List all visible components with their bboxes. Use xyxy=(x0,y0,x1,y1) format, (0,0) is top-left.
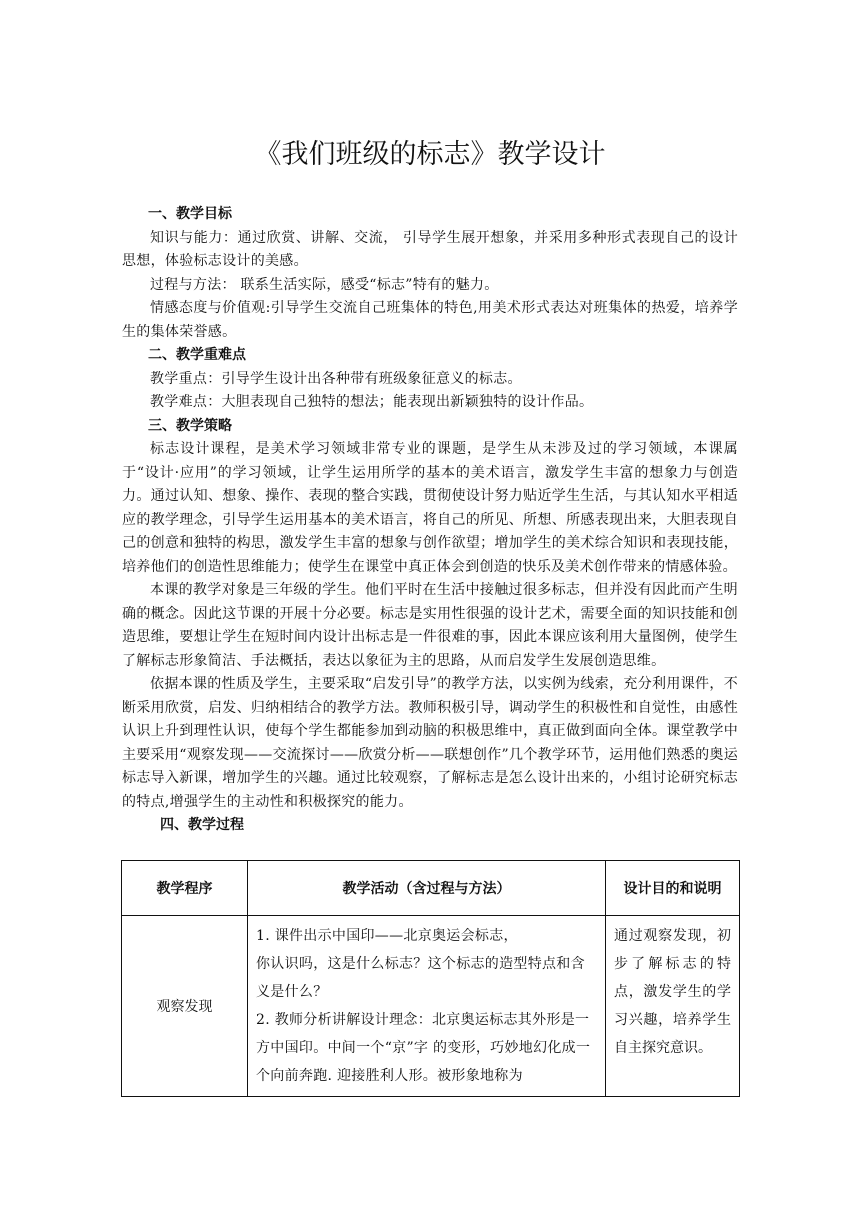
section-heading: 三、教学策略 xyxy=(148,417,232,434)
activity-line: 2. 教师分析讲解设计理念：北京奥运标志其外形是一方中国印。中间一个“京”字 的变形，巧妙地幻化成一个向前奔跑. 迎接胜利人形。被形象地称为 xyxy=(256,1012,591,1084)
procedure-cell: 观察发现 xyxy=(122,916,248,1097)
column-header-activity: 教学活动（含过程与方法） xyxy=(248,861,606,916)
paragraph: 教学重点：引导学生设计出各种带有班级象征意义的标志。 xyxy=(150,370,522,387)
activity-cell xyxy=(248,916,606,1097)
column-header-purpose: 设计目的和说明 xyxy=(606,861,740,916)
section-strategy xyxy=(122,415,738,815)
paragraph: 标志设计课程，是美术学习领域非常专业的课题，是学生从未涉及过的学习领域，本课属于“设计·应用”的学习领域，让学生运用所学的基本的美术语言，激发学生丰富的想象力与创造力。通过认知、想象、操作、表现的整合实践，贯彻使设计努力贴近学生生活，与其认知水平相适应的教学理念，引导学生运用基本的美术语言，将自己的所见、所想、所感表现出来，大胆表现自己的创意和独特的构思，激发学生丰富的想象与创作欲望；增加学生的美术综合知识和表现技能，培养他们的创造性思维能力；使学生在课堂中真正体会到创造的快乐及美术创作带来的情感体验。 xyxy=(122,441,738,575)
table-header-row xyxy=(122,861,740,916)
purpose-cell: 通过观察发现，初步了解标志的特点，激发学生的学习兴趣，培养学生自主探究意识。 xyxy=(606,916,740,1097)
section-key-points xyxy=(122,344,738,415)
section-objectives xyxy=(122,203,738,344)
paragraph: 过程与方法： 联系生活实际，感受“标志”特有的魅力。 xyxy=(150,276,499,293)
page-title: 《我们班级的标志》教学设计 xyxy=(254,139,606,170)
paragraph: 知识与能力：通过欣赏、讲解、交流， 引导学生展开想象，并采用多种形式表现自己的设计思想，体验标志设计的美感。 xyxy=(122,229,738,269)
paragraph: 依据本课的性质及学生，主要采取“启发引导”的教学方法，以实例为线索，充分利用课件，不断采用欣赏，启发、归纳相结合的教学方法。教师积极引导，调动学生的积极性和自觉性，由感性认识上升到理性认识，使每个学生都能参加到动脑的积极思维中，真正做到面向全体。课堂教学中主要采用“观察发现——交流探讨——欣赏分析——联想创作”几个教学环节，运用他们熟悉的奥运标志导入新课，增加学生的兴趣。通过比较观察，了解标志是怎么设计出来的，小组讨论研究标志的特点,增强学生的主动性和积极探究的能力。 xyxy=(122,676,738,810)
paragraph: 情感态度与价值观:引导学生交流自己班集体的特色,用美术形式表达对班集体的热爱，培养学生的集体荣誉感。 xyxy=(122,300,738,340)
document-body xyxy=(122,203,738,838)
teaching-process-table xyxy=(121,860,740,1097)
column-header-procedure: 教学程序 xyxy=(122,861,248,916)
section-heading: 一、教学目标 xyxy=(148,206,232,222)
section-heading-process: 四、教学过程 xyxy=(160,817,244,833)
table-row xyxy=(122,916,740,1097)
paragraph: 本课的教学对象是三年级的学生。他们平时在生活中接触过很多标志，但并没有因此而产生明确的概念。因此这节课的开展十分必要。标志是实用性很强的设计艺术，需要全面的知识技能和创造思维，要想让学生在短时间内设计出标志是一件很难的事，因此本课应该利用大量图例，使学生了解标志形象简洁、手法概括，表达以象征为主的思路，从而启发学生发展创造思维。 xyxy=(122,582,738,669)
activity-line: 你认识吗，这是什么标志？这个标志的造型特点和含义是什么？ xyxy=(256,956,585,1000)
section-heading: 二、教学重难点 xyxy=(148,347,246,363)
activity-line: 1. 课件出示中国印——北京奥运会标志， xyxy=(256,928,518,944)
paragraph: 教学难点：大胆表现自己独特的想法；能表现出新颖独特的设计作品。 xyxy=(150,394,594,410)
